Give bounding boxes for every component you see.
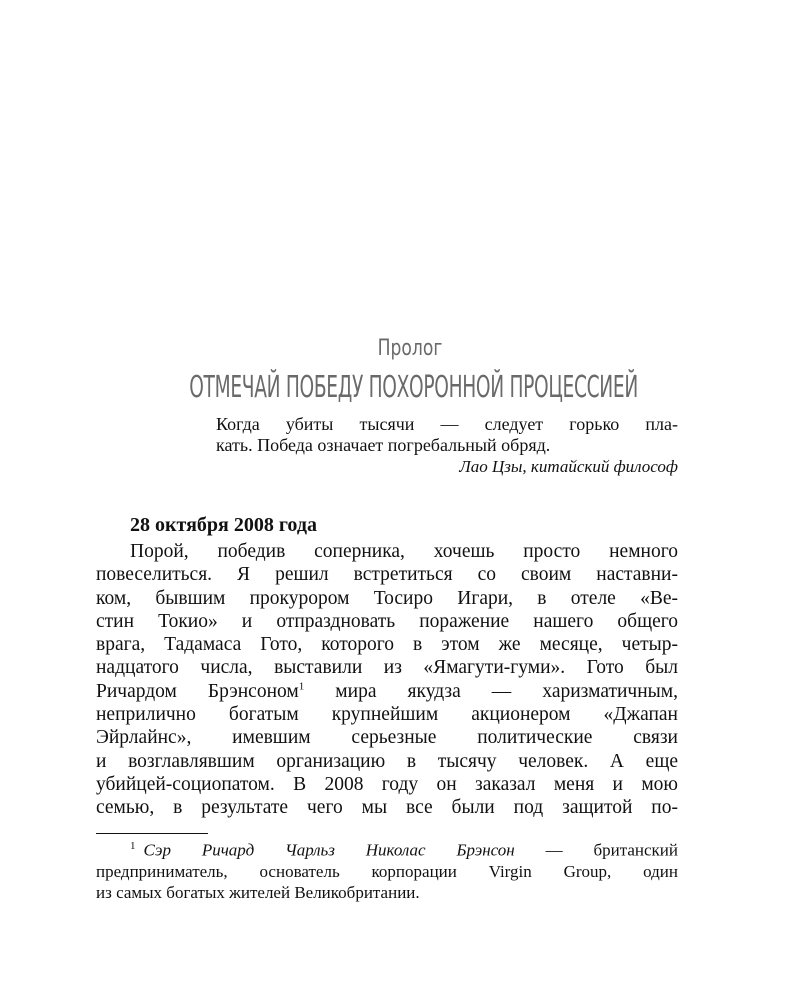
body-line: стин Токио» и отпраздновать поражение нашего общего [96,610,678,632]
body-text [96,540,678,820]
epigraph-line: кать. Победа означает погребальный обряд. [216,435,551,455]
footnote-marker: 1 [130,840,136,852]
body-line: врага, Тадамаса Гото, которого в этом же месяце, четыр- [96,634,678,656]
footnote-name: Сэр Ричард Чарльз Николас Брэнсон [143,840,515,860]
footnote [96,836,678,903]
footnote-divider [96,833,208,834]
body-line: убийцей-социопатом. В 2008 году он заказал меня и мою [96,773,678,795]
epigraph [216,414,678,477]
body-line: и возглавлявшим организацию в тысячу человек. А еще [96,750,678,772]
footnote-text: — британский [514,840,679,860]
body-line-start: Ричардом Брэнсоном [96,680,299,702]
epigraph-author: Лао Цзы, китайский философ [459,457,678,476]
body-line-end: мира якудза — харизматичным, [304,680,678,702]
body-line: Эйрлайнс», имевшим серьезные политические связи [96,727,678,749]
body-line: неприлично богатым крупнейшим акционером «Джапан [96,704,678,726]
body-line: повеселиться. Я решил встретиться со своим наставни- [96,564,678,586]
epigraph-line: Когда убиты тысячи — следует горько пла- [216,414,678,434]
body-line: Порой, победив соперника, хочешь просто немного [130,541,678,562]
footnote-line: из самых богатых жителей Великобритании. [96,882,420,902]
body-line: ком, бывшим прокурором Тосиро Игари, в отеле «Ве- [96,587,678,609]
footnote-line: предприниматель, основатель корпорации Virgin Group, один [96,861,678,881]
body-line: семью, в результате чего мы все были под защитой по- [96,797,678,819]
chapter-title: ОТМЕЧАЙ ПОБЕДУ ПОХОРОННОЙ ПРОЦЕССИЕЙ [189,370,638,405]
footnote-reference[interactable]: 1 [298,680,305,693]
prolog-label: Пролог [377,336,443,361]
body-line [96,680,678,703]
date-heading: 28 октября 2008 года [130,514,317,536]
body-line: надцатого числа, выставили из «Ямагути-гуми». Гото был [96,657,678,679]
footnote-line [96,836,678,861]
